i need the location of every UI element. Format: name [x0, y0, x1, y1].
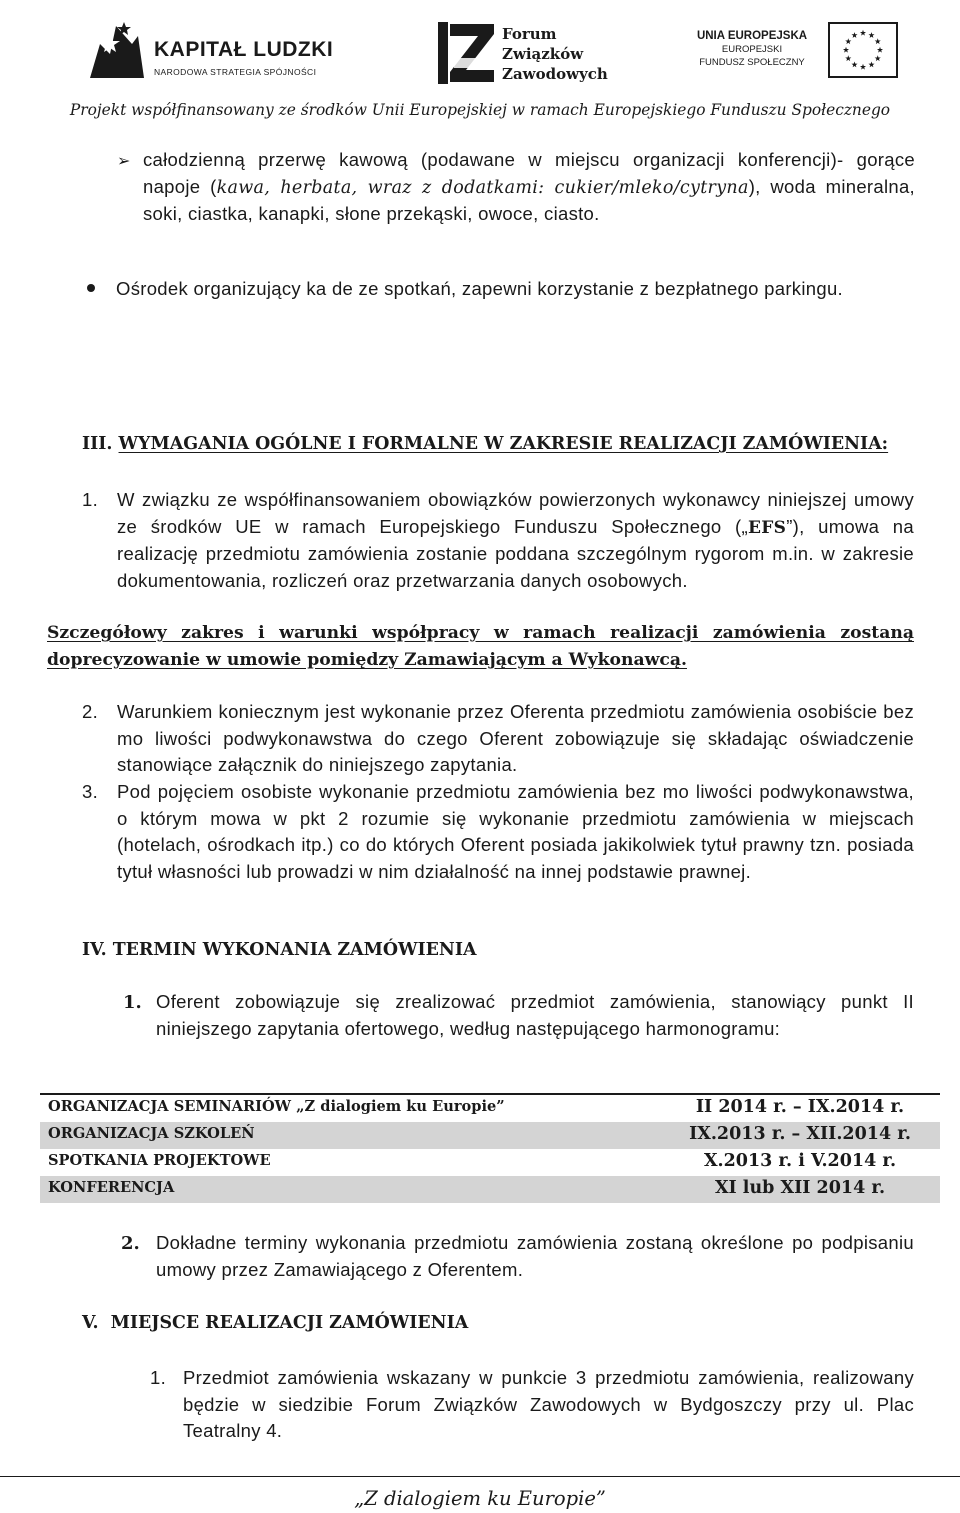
schedule-row-label: ORGANIZACJA SEMINARIÓW „Z dialogiem ku Europie” — [48, 1098, 505, 1115]
section-4-item-2-text: Dokładne terminy wykonania przedmiotu zamówienia zostaną określone po podpisaniu umowy przez Zamawiającego z Oferentem. — [156, 1232, 914, 1280]
parking-paragraph: Ośrodek organizujący ka de ze spotkań, zapewni korzystanie z bezpłatnego parkingu. — [116, 278, 843, 299]
section-4-item-1-number: 1. — [123, 992, 142, 1013]
kapital-ludzki-emblem-icon — [80, 14, 150, 84]
schedule-row-date: XI lub XII 2014 r. — [714, 1178, 886, 1198]
section-3-item-1-number: 1. — [82, 489, 99, 510]
forum-logo-line3: Zawodowych — [502, 65, 608, 83]
forum-logo-line1: Forum — [502, 25, 557, 43]
section-3-item-2-text: Warunkiem koniecznym jest wykonanie przez Oferenta przedmiotu zamówienia osobiście bez mo liwości podwykonawstwa do czego Oferent zobowiązuje się składając oświadczenie stanowiące załącznik do niniejszego zapytania. — [117, 701, 914, 776]
dot-bullet-icon — [87, 284, 95, 292]
catering-paragraph — [143, 147, 915, 228]
section-4-heading — [82, 940, 476, 960]
forum-emblem-icon — [436, 20, 496, 86]
kapital-ludzki-logo — [80, 14, 340, 84]
schedule-row-date: IX.2013 r. – XII.2014 r. — [689, 1124, 911, 1144]
schedule-row — [40, 1149, 940, 1176]
section-3-item-3-text: Pod pojęciem osobiste wykonanie przedmiotu zamówienia bez mo liwości podwykonawstwa, o którym mowa w pkt 2 rozumie się wykonanie przedmiotu zamówienia w miejscach (hotelach, ośrodkach itp.) co do których Oferent posiada jakikolwiek tytuł prawny tzn. posiada tytuł własności lub prowadzi w nim działalność na innej podstawie prawnej. — [117, 781, 914, 882]
schedule-row — [40, 1176, 940, 1203]
section-3-item-1-before: W związku ze współfinansowaniem obowiązków powierzonych wykonawcy niniejszej umowy ze środków UE w ramach Europejskiego Funduszu Społecznego („ — [117, 489, 914, 537]
catering-text-suffix: ), woda mineralna, soki, ciastka, kanapki, słone przekąski, owoce, ciasto. — [143, 175, 915, 225]
section-5-item-1-text: Przedmiot zamówienia wskazany w punkcie 3 przedmiotu zamówienia, realizowany będzie w siedzibie Forum Związków Zawodowych w Bydgoszczy przy ul. Plac Teatralny 4. — [183, 1367, 914, 1442]
forum-zwiazkow-logo — [436, 20, 616, 90]
section-5-heading — [82, 1313, 468, 1333]
eu-logo-line1: UNIA EUROPEJSKA — [696, 30, 808, 42]
forum-logo-line2: Związków — [502, 45, 584, 63]
schedule-row-label: ORGANIZACJA SZKOLEŃ — [48, 1125, 255, 1142]
schedule-row-date: X.2013 r. i V.2014 r. — [703, 1151, 897, 1171]
section-5-title: MIEJSCE REALIZACJI ZAMÓWIENIA — [110, 1313, 469, 1333]
eu-flag-icon — [828, 22, 898, 78]
kapital-ludzki-subtitle: NARODOWA STRATEGIA SPÓJNOŚCI — [154, 67, 317, 77]
header-caption: Projekt współfinansowany ze środków Unii Europejskiej w ramach Europejskiego Funduszu Społecznego — [69, 101, 891, 119]
section-3-item-2-number: 2. — [82, 701, 99, 722]
cooperation-emphasis: Szczegółowy zakres i warunki współpracy w ramach realizacji zamówienia zostaną doprecyzowanie w umowie pomiędzy Zamawiającym a Wykonawcą. — [47, 623, 914, 670]
section-4-number: IV. — [82, 940, 107, 960]
arrow-bullet-icon: ➢ — [117, 153, 131, 170]
eu-logo-line3: FUNDUSZ SPOŁECZNY — [699, 57, 805, 68]
catering-text-italic: kawa, herbata, wraz z dodatkami: cukier/mleko/cytryna — [216, 177, 749, 198]
section-4-item-1-text: Oferent zobowiązuje się zrealizować przedmiot zamówienia, stanowiący punkt II niniejszego zapytania ofertowego, według następującego harmonogramu: — [156, 991, 914, 1039]
schedule-row-date: II 2014 r. – IX.2014 r. — [695, 1097, 905, 1117]
schedule-row-label: KONFERENCJA — [48, 1179, 175, 1196]
section-3-heading — [82, 434, 888, 454]
catering-text-prefix: całodzienną przerwę kawową (podawane w miejscu organizacji konferencji)- gorące napoje ( — [143, 149, 915, 197]
eu-logo — [690, 22, 900, 82]
section-3-item-1-text — [117, 487, 914, 594]
section-4-title: TERMIN WYKONANIA ZAMÓWIENIA — [112, 940, 477, 960]
footer-slogan: „Z dialogiem ku Europie” — [354, 1487, 606, 1510]
schedule-row — [40, 1095, 940, 1122]
schedule-row — [40, 1122, 940, 1149]
section-3-number: III. — [82, 434, 113, 454]
efs-abbreviation: EFS — [747, 517, 787, 538]
footer-rule — [0, 1476, 960, 1477]
section-3-item-3-number: 3. — [82, 781, 99, 802]
kapital-ludzki-title: KAPITAŁ LUDZKI — [154, 38, 334, 61]
section-5-item-1-number: 1. — [150, 1367, 167, 1388]
section-5-number: V. — [82, 1313, 99, 1333]
section-4-item-2-number: 2. — [121, 1233, 140, 1254]
schedule-row-label: SPOTKANIA PROJEKTOWE — [48, 1152, 271, 1169]
section-3-item-1-after: ”), umowa na realizację przedmiotu zamówienia zostanie poddana szczególnym rygorom m.in. w zakresie dokumentowania, rozliczeń oraz przetwarzania danych osobowych. — [117, 515, 914, 591]
section-3-title: WYMAGANIA OGÓLNE I FORMALNE W ZAKRESIE REALIZACJI ZAMÓWIENIA: — [118, 434, 889, 454]
eu-logo-line2: EUROPEJSKI — [721, 44, 783, 55]
